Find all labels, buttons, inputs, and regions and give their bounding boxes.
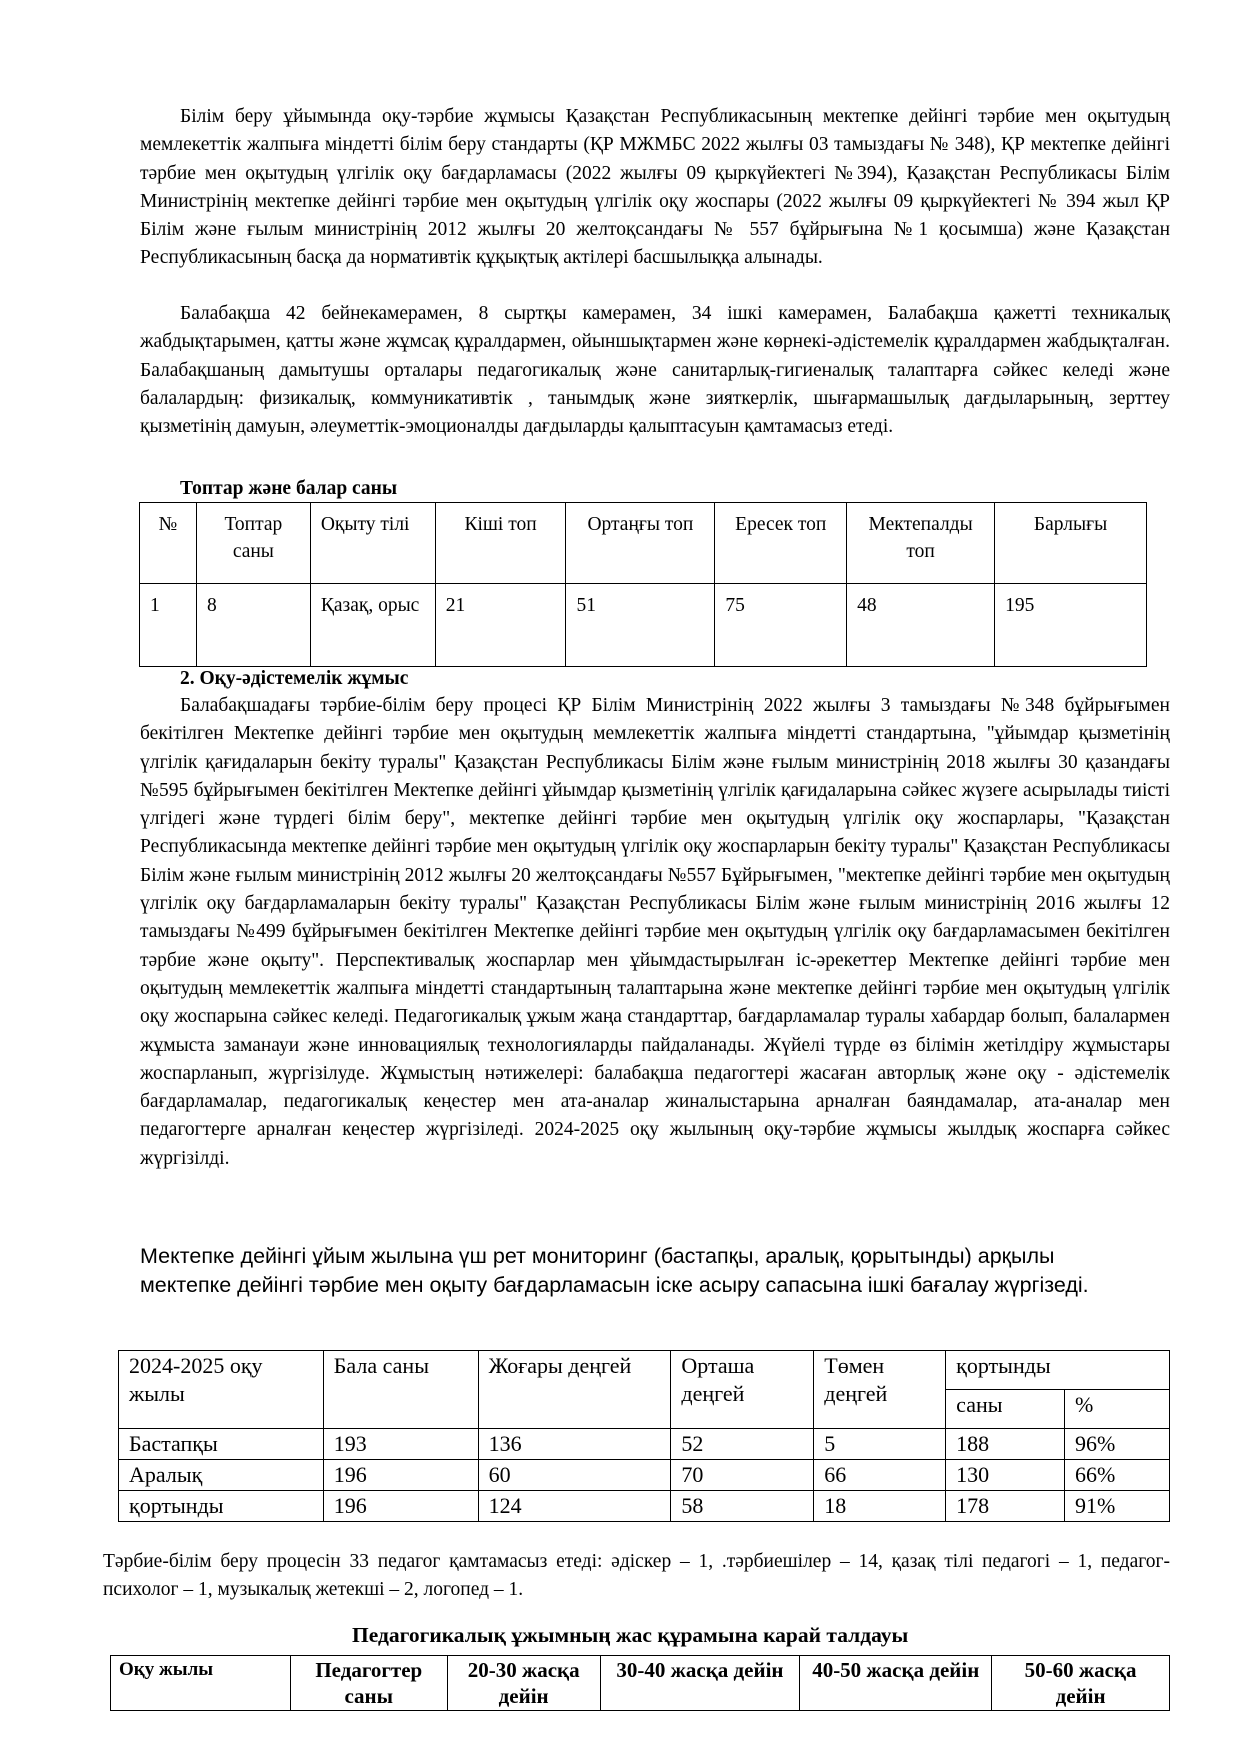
table-cell: 5 <box>814 1429 946 1460</box>
groups-table-title: Топтар және балар саны <box>180 478 398 499</box>
table-cell: 196 <box>323 1460 478 1491</box>
table-row <box>119 1460 1170 1491</box>
table-cell: 193 <box>323 1429 478 1460</box>
table-cell: Қазақ, орыс <box>310 584 435 667</box>
table-cell: 60 <box>478 1460 671 1491</box>
header-cell: Ересек топ <box>715 503 847 584</box>
table-cell: 18 <box>814 1491 946 1522</box>
section-2-heading: 2. Оқу-әдістемелік жұмыс <box>180 668 409 689</box>
paragraph-monitoring: Мектепке дейінгі ұйым жылына үш рет мониторинг (бастапқы, аралық, қорытынды) арқылы мектепке дейінгі тәрбие мен оқыту бағдарламасын іске асыру сапасына ішкі бағалау жүргізеді. <box>140 1244 1089 1297</box>
header-cell: Оқыту тілі <box>310 503 435 584</box>
paragraph-teachers: Тәрбие-білім беру процесін 33 педагог қамтамасыз етеді: әдіскер – 1, .тәрбиешілер – 14, қазақ тілі педагогі – 1, педагог-психолог – 1, музыкалық жетекші – 2, логопед – 1. <box>103 1551 1170 1601</box>
age-table-title: Педагогикалық ұжымның жас құрамына карай талдауы <box>352 1623 909 1647</box>
table-cell: 66 <box>814 1460 946 1491</box>
table-cell: 58 <box>671 1491 814 1522</box>
age-table-header <box>111 1656 1170 1711</box>
header-cell: Ортаңғы топ <box>566 503 715 584</box>
header-cell: 40-50 жасқа дейін <box>800 1656 992 1711</box>
monitoring-table <box>118 1350 1170 1522</box>
header-cell: Кіші топ <box>435 503 566 584</box>
header-cell: Төмен деңгей <box>814 1351 946 1429</box>
header-cell: Барлығы <box>995 503 1147 584</box>
table-row <box>140 584 1147 667</box>
paragraph-standards: Білім беру ұйымында оқу-тәрбие жұмысы Қазақстан Республикасының мектепке дейінгі тәрбие мен оқытудың мемлекеттік жалпыға міндетті білім беру стандарты (ҚР МЖМБС 2022 жылғы 03 тамыздағы № 348), ҚР мектепке дейінгі тәрбие мен оқытудың үлгілік оқу бағдарламасы (2022 жылғы 09 қыркүйектегі №394), Қазақстан Республикасы Білім Министрінің мектепке дейінгі тәрбие мен оқытудың үлгілік оқу жоспары (2022 жылғы 09 қыркүйектегі № 394 жыл ҚР Білім және ғылым министрінің 2012 жылғы 20 желтоқсандағы № 557 бұйрығына №1 қосымша) және Қазақстан Республикасының басқа да нормативтік құқықтық актілері басшылыққа алынады. <box>140 106 1170 269</box>
header-cell: Педагогтер саны <box>290 1656 447 1711</box>
table-cell: 75 <box>715 584 847 667</box>
groups-table <box>139 502 1147 667</box>
header-cell: % <box>1065 1390 1170 1429</box>
table-cell: 195 <box>995 584 1147 667</box>
table-cell: 196 <box>323 1491 478 1522</box>
table-cell: 1 <box>140 584 197 667</box>
table-cell: 91% <box>1065 1491 1170 1522</box>
table-cell: 52 <box>671 1429 814 1460</box>
header-cell: Бала саны <box>323 1351 478 1429</box>
header-cell: қортынды <box>946 1351 1170 1390</box>
table-cell: 48 <box>847 584 995 667</box>
header-cell: Топтар саны <box>196 503 310 584</box>
table-cell: 188 <box>946 1429 1065 1460</box>
header-cell: 30-40 жасқа дейін <box>600 1656 800 1711</box>
header-cell: Жоғары деңгей <box>478 1351 671 1429</box>
header-cell: саны <box>946 1390 1065 1429</box>
paragraph-methodology: Балабақшадағы тәрбие-білім беру процесі ҚР Білім Министрінің 2022 жылғы 3 тамыздағы №348 бұйрығымен бекітілген Мектепке дейінгі тәрбие мен оқытудың мемлекеттік жалпыға міндетті стандартына, "ұйымдар қызметінің үлгілік қағидаларын бекіту туралы" Қазақстан Республикасы Білім және ғылым министрінің 2018 жылғы 30 қазандағы №595 бұйрығымен бекітілген Мектепке дейінгі ұйымдар қызметінің үлгілік қағидаларына сәйкес жүзеге асырылады тиісті үлгідегі және түрдегі білім беру", мектепке дейінгі тәрбие мен оқытудың үлгілік оқу жоспарлары, "Қазақстан Республикасында мектепке дейінгі тәрбие мен оқытудың үлгілік оқу жоспарларын бекіту туралы" Қазақстан Республикасы Білім және ғылым министрінің 2012 жылғы 20 желтоқсандағы №557 Бұйрығымен, "мектепке дейінгі тәрбие мен оқытудың үлгілік оқу бағдарламаларын бекіту туралы" Қазақстан Республикасы Білім және ғылым министрінің 2016 жылғы 12 тамыздағы №499 бұйрығымен бекітілген Мектепке дейінгі тәрбие мен оқытудың үлгілік оқу бағдарламасымен бекітілген тәрбие және оқыту". Перспективалық жоспарлар мен ұйымдастырылған іс-әрекеттер Мектепке дейінгі тәрбие мен оқытудың мемлекеттік жалпыға міндетті стандартының талаптарына және мектепке дейінгі тәрбие мен оқытудың үлгілік оқу жоспарына сәйкес келеді. Педагогикалық ұжым жаңа стандарттар, бағдарламалар туралы хабардар болып, балалармен жұмыста заманауи және инновациялық технологияларды пайдаланады. Жүйелі түрде өз білімін жетілдіру жұмыстары жоспарланып, жүргізілуде. Жұмыстың нәтижелері: балабақша педагогтері жасаған авторлық және оқу - әдістемелік бағдарламалар, педагогикалық кеңестер мен ата-аналар жиналыстарына арналған баяндамалар, ата-аналар мен педагогтерге арналған кеңестер жүргізіледі. 2024-2025 оқу жылының оқу-тәрбие жұмысы жылдық жоспарға сәйкес жүргізілді. <box>140 695 1170 1169</box>
table-cell: 96% <box>1065 1429 1170 1460</box>
groups-table-header <box>140 503 1147 584</box>
table-cell: 130 <box>946 1460 1065 1491</box>
table-row <box>119 1429 1170 1460</box>
table-cell: Аралық <box>119 1460 324 1491</box>
header-cell: Оқу жылы <box>111 1656 291 1711</box>
monitoring-header-row <box>119 1351 1170 1390</box>
table-cell: 124 <box>478 1491 671 1522</box>
table-cell: 136 <box>478 1429 671 1460</box>
table-cell: 8 <box>196 584 310 667</box>
table-cell: 178 <box>946 1491 1065 1522</box>
table-cell: 70 <box>671 1460 814 1491</box>
header-cell: 20-30 жасқа дейін <box>447 1656 600 1711</box>
table-cell: 51 <box>566 584 715 667</box>
paragraph-equipment: Балабақша 42 бейнекамерамен, 8 сыртқы камерамен, 34 ішкі камерамен, Балабақша қажетті техникалық жабдықтарымен, қатты және жұмсақ құралдармен, ойыншықтармен және көрнекі-әдістемелік құралдармен жабдықталған. Балабақшаның дамытушы орталары педагогикалық және санитарлық-гигиеналық талаптарға сәйкес келеді және балалардың: физикалық, коммуникативтік , танымдық және зияткерлік, шығармашылық дағдыларының, зерттеу қызметінің дамуын, әлеуметтік-эмоционалды дағдыларды қалыптасуын қамтамасыз етеді. <box>140 303 1170 438</box>
header-cell: № <box>140 503 197 584</box>
table-row <box>119 1491 1170 1522</box>
header-cell: 2024-2025 оқу жылы <box>119 1351 324 1429</box>
table-cell: 66% <box>1065 1460 1170 1491</box>
table-cell: қортынды <box>119 1491 324 1522</box>
header-cell: 50-60 жасқа дейін <box>992 1656 1170 1711</box>
table-cell: Бастапқы <box>119 1429 324 1460</box>
header-cell: Орташа деңгей <box>671 1351 814 1429</box>
table-cell: 21 <box>435 584 566 667</box>
header-cell: Мектепалды топ <box>847 503 995 584</box>
age-table <box>110 1655 1170 1711</box>
